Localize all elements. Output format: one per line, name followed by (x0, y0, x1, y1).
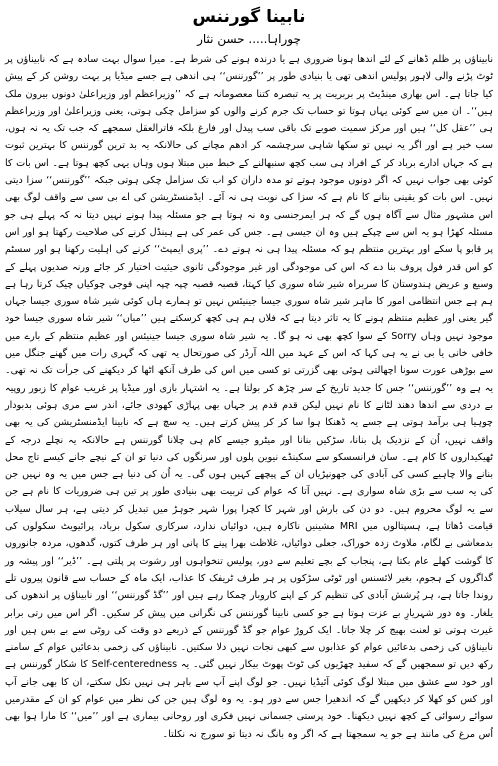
article-byline: چوراہا..... حسن نثار (197, 32, 301, 46)
article-title: نابینا گورننس (192, 7, 306, 27)
article-body: نابیناؤں پر ظلم ڈھانے کے لئے اندھا ہونا ضروری ہے یا درندہ ہونے کی شرط ہے۔ میرا سوال بہت سادہ ہے کہ نابیناؤں پر ٹوٹ پڑنے والی لاہور پولیس اندھی تھی یا بنیادی طور پر ’’گورننس‘‘ ہی اندھی ہے جسے میڈیا پر بہت روشن کر کے پیش کیا جاتا ہے۔ اس بھاری مینڈیٹ پر بربریت پر یہ تبصرہ کتنا معصومانہ ہے کہ ’’وزیراعظم اور وزیراعلیٰ دونوں بیرون ملک ہیں‘‘۔ ان میں سے کوئی یہاں ہوتا تو حساب تک جرم کرنے والوں کو سزامل چکی ہوتی، یعنی وزیراعلیٰ اور وزیراعظم ہی ’’عقل کل‘‘ ہیں اور مرکز سمیت صوبے تک باقی سب پیدل اور فارغ بلکہ فاترالعقل سمجھے کہ جب تک یہ نہ ہوں، سب خیر ہے اور اگر یہ نہیں تو سکھا شاہی سرچشمہ کر ادھم مچانے کی حالانکہ یہ بد ترین گورننس کا بہترین ثبوت ہے کہ جہاں ادارے برباد کر کے افراد ہی سب کچھ سنبھالنے کے خبط میں مبتلا ہوں وہاں یہی کچھ ہوتا ہے۔ اس بات کا کوئی بھی جواب نہیں کہ اگر دونوں موجود ہوتے تو مدہ داران کو اب تک سزامل چکی ہوتی جبکہ ’’گورننس‘‘ سزا دیتی نہیں۔ اس بات کو یقینی بنانے کا نام ہے کہ سزا کی نوبت ہی نہ آئے۔ ایڈمنسٹریشن کی اے بی سی سے واقف لوگ بھی اس مشہور مثال سے آگاہ ہوں گے کہ ہر ایمرجنسی وہ نہ ہوتا ہے جو مسئلہ پیدا ہونے نہیں دیتا نہ کہ پہلے ہی جو مسئلہ کھڑا ہو یہ اس سے چپکے ہیں وہ ان جیسی ہے۔ جس کی عمر کی ہے ہینڈل کرنے کی صلاحیت رکھتا ہو اور اس پر قابو پا سکے اور بہترین منتظم ہو کہ مسئلہ پیدا ہی نہ ہونے دے۔ ’’پری ایمپٹ‘‘ کرنے کی اہلیت رکھنا ہو اور سسٹم کو اس قدر فول پروف بنا دے کہ اس کی موجودگی اور غیر موجودگی ثانوی حیثیت اختیار کر جائے ورنہ صدیوں پہلے کے وسیع و عریض ہندوستان کا سربراہ شیر شاہ سوری کیا کہتا، قصبہ قصبہ چپہ چپہ اپنی فوجی چوکیاں چیک کرتا رہا ہے ہم ہے جس انتظامی امور کا ماہر شیر شاہ سوری جیسا جینیئس نہیں تو ہمارے ہاں کوئی شیر شاہ سوری جیسا جہاں گیر یعنی اور عظیم منتظم ہونے کا یہ تاثر دیتا ہے کہ فلاں ہم ہی کچھ کرسکتے ہیں ’’میاں‘‘ شیر شاہ سوری جیسا خود موجود نہیں وہاں Sorry کے سوا کچھ بھی نہ ہو گا۔ یہ شیر شاہ سوری جیسا جینیئس اور عظیم منتظم کے بارے میں خافی خانی یا بی نے یہ ہی کہا کہ اس کے عہد میں اللہ آرڈر کی صورتحال یہ تھی کہ گہری رات میں گھنے جنگل میں سے بوڑھی عورت سونا اچھالتی ہوئی بھی گزرتی تو کسی میں اس کی طرف آنکھ اٹھا کر دیکھنے کی جرأت تک نہ تھی۔ یہ ہے وہ ’’گورننس‘‘ جس کا جدید تاریخ کے سر چڑھ کر بولتا ہے۔ یہ اشتہار بازی اور میڈیا پر غریب عوام کا زبور روپیہ بے دردی سے اندھا دھند لٹانے کا نام نہیں لیکن قدم قدم پر جہاں بھی پہاڑی کھودی جائے، اندر سے مری ہوئی بدبودار چوہیا ہی برآمد ہوتی ہے جسے یہ ڈھنکا ہوا سا کر کر پیش کرتے ہیں۔ یہ سچ ہے کہ نابینا ایڈمنسٹریشن کی یہ بھی واقف نہیں، اُن کے نزدیک پل بنانا، سڑکیں بنانا اور میٹرو جیسے کام ہی چلانا گورننس ہے حالانکہ یہ نچلے درجہ کے ٹھیکیداروں کا کام ہے۔ سان فرانسسکو سے سکینڈے نیوین پلوں اور سرنگوں کی دنیا تو ان کے نیچے جانے کیسے تاج محل بنانے والا چاہیے کسی کی آبادی کی جھونپڑیاں ان کے پیچھے کہیں ہوں گی۔ یہ اُن کی دنیا ہے جس میں یہ وہ نہیں جن کی یہ سب سے بڑی شاہ سواری ہے۔ نہیں آتا کہ عوام کی تربیت بھی بنیادی طور پر تین ہی ضروریات کا نام ہے جن سے یہ لوگ محروم ہیں۔ دو دن کی بارش اور شہر کا کچرا پورا شہر جوہڑ میں تبدیل کر دیتی ہے، ہر سال سیلاب قیامت ڈھاتا ہے، ہسپتالوں میں MRI مشینیں ناکارہ ہیں، دوائیاں ندارد، سرکاری سکول برباد، پرائیویٹ سکولوں کی بدمعاشی بے لگام، ملاوٹ زدہ خوراک، جعلی دوائیاں، غلاظت بھرا پینے کا پانی اور ہر طرف کتوں، گدھوں، مردہ جانوروں کا گوشت کھلے عام بکتا ہے، پنجاب کے بچے تعلیم سے دور، پولیس تنخواہوں اور رشوت پر پلتی ہے۔ ’’ڈیر‘‘ اور پیشہ ور گداگروں کے ہجوم، بغیر لائسنس اور ٹوٹی سڑکوں پر ہر طرف ٹریفک کا عذاب، ایک ماہ کے حساب سے قانون پیروں تلے روندا جاتا ہے، ہر پُرشش آبادی کی تنظیم کر کے اپنے کاروبار چمکا رہے ہیں اور ’’گڈ گورننس‘‘ اور نابیناؤں پر اندھوں کی یلغار۔ وہ دور شہریارِ بے عزت ہوتا ہے جو کسی نابینا گورننس کی نگرانی میں پیش کر سکیں۔ اگر اس میں رتی برابر غیرت ہوتی تو لعنت بھیج کر چلا جاتا۔ ایک کروڑ عوام جو گڈ گورننس کے ذریعے دو وقت کی روٹی سے بے بس ہیں اور نابیناؤں کی زخمی بدعائیں عوام کو عذابوں سے کبھی نجات نہیں دلا سکتیں۔ نابیناؤں کی زخمی بدعائیں عوام کے سامنے رکھ دیں تو سمجھیں گے کہ سفید چھڑیوں کی ٹوٹ پھوٹ بیکار نہیں گئی۔ یہ Self-centeredness کا شکار گورننس ہے اور خود سے عشق میں مبتلا لوگ کوئی آئیڈیا نہیں۔ جو لوگ اپنے آپ سے باہر ہی نہیں نکل سکتے، ان کا بھی جانے آپ اور کس کو کھلا کر دیکھیں گے کہ اندھیرا جس سے دور ہو۔ یہ وہ لوگ ہیں جن کی نظر میں عوام کو ان کے مقدرمیں سوائے رسوائی کے کچھ نہیں دیکھنا۔ خود پرستی جسمانی نہیں فکری اور روحانی بیماری ہے اور ’’میں‘‘ کا مارا ہوا بھی اُس مرغ کی مانند ہے جو یہ سمجھتا ہے کہ اگر وہ بانگ نہ دیتا تو سورج نہ نکلتا۔ (5, 54, 494, 740)
